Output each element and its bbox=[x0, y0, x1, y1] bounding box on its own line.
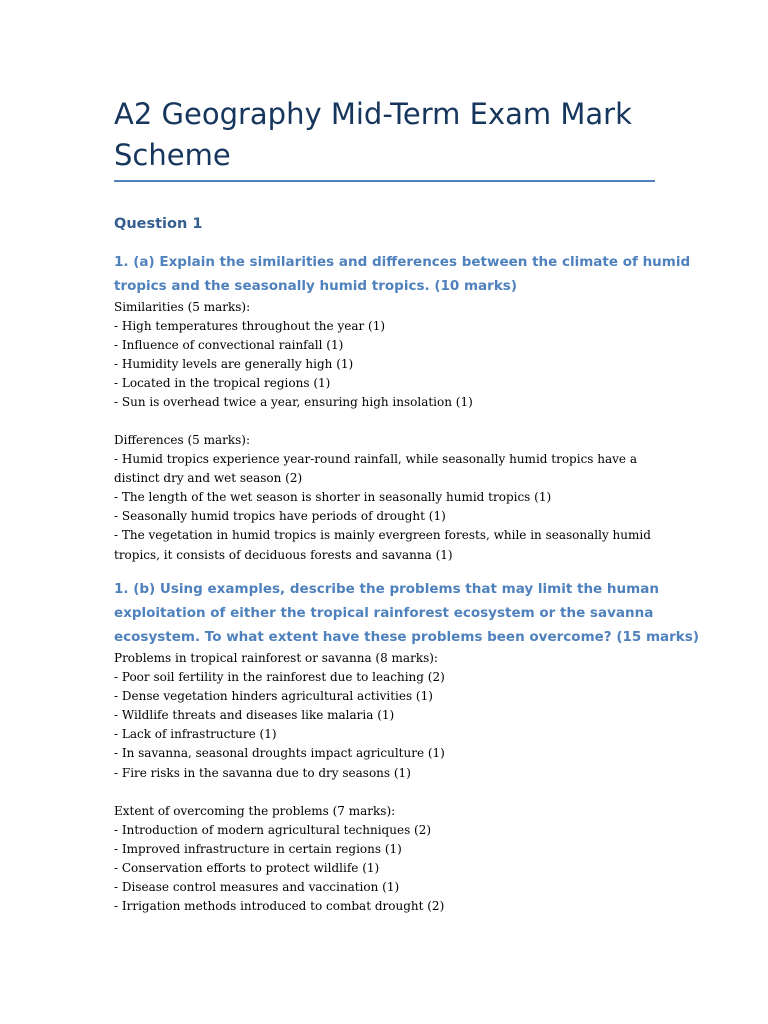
list-item: - Conservation efforts to protect wildlife (1) bbox=[114, 861, 380, 876]
list-item: - Located in the tropical regions (1) bbox=[114, 376, 331, 391]
overcoming-list bbox=[114, 802, 659, 917]
differences-list bbox=[114, 431, 659, 565]
list-item: - The length of the wet season is shorter in seasonally humid tropics (1) bbox=[114, 490, 552, 505]
list-item: - Disease control measures and vaccination (1) bbox=[114, 880, 400, 895]
overcoming-heading: Extent of overcoming the problems (7 marks): bbox=[114, 804, 396, 818]
part-b-prompt-line: ecosystem. To what extent have these problems been overcome? (15 marks) bbox=[114, 629, 699, 645]
problems-list bbox=[114, 649, 659, 783]
part-b-prompt-line: exploitation of either the tropical rainforest ecosystem or the savanna bbox=[114, 605, 654, 621]
document-title-text: A2 Geography Mid-Term Exam Mark Scheme bbox=[114, 97, 632, 172]
part-a-prompt-line: tropics and the seasonally humid tropics. (10 marks) bbox=[114, 278, 518, 294]
list-item: - Lack of infrastructure (1) bbox=[114, 727, 277, 742]
list-item: - Poor soil fertility in the rainforest due to leaching (2) bbox=[114, 670, 445, 685]
list-item: - Influence of convectional rainfall (1) bbox=[114, 338, 344, 353]
list-item: tropics, it consists of deciduous forests and savanna (1) bbox=[114, 547, 453, 562]
similarities-list bbox=[114, 298, 659, 413]
similarities-heading: Similarities (5 marks): bbox=[114, 300, 251, 314]
document-title bbox=[114, 94, 659, 176]
list-item: - Introduction of modern agricultural techniques (2) bbox=[114, 823, 432, 838]
part-a-prompt-line: 1. (a) Explain the similarities and differences between the climate of humid bbox=[114, 254, 691, 270]
list-item: - Wildlife threats and diseases like malaria (1) bbox=[114, 708, 395, 723]
list-item: - The vegetation in humid tropics is mainly evergreen forests, while in seasonally humid bbox=[114, 528, 651, 543]
list-item: - Sun is overhead twice a year, ensuring high insolation (1) bbox=[114, 395, 473, 410]
part-b-prompt-line: 1. (b) Using examples, describe the problems that may limit the human bbox=[114, 581, 659, 597]
list-item: - In savanna, seasonal droughts impact agriculture (1) bbox=[114, 746, 445, 761]
list-item: - High temperatures throughout the year (1) bbox=[114, 319, 386, 334]
list-item: - Dense vegetation hinders agricultural activities (1) bbox=[114, 689, 433, 704]
list-item: - Fire risks in the savanna due to dry seasons (1) bbox=[114, 765, 411, 780]
list-item: - Humidity levels are generally high (1) bbox=[114, 357, 354, 372]
title-underline bbox=[114, 180, 655, 182]
list-item: - Irrigation methods introduced to combat drought (2) bbox=[114, 899, 445, 914]
question-heading: Question 1 bbox=[114, 216, 203, 232]
list-item: - Seasonally humid tropics have periods of drought (1) bbox=[114, 509, 446, 524]
problems-heading: Problems in tropical rainforest or savanna (8 marks): bbox=[114, 651, 438, 665]
list-item: - Humid tropics experience year-round rainfall, while seasonally humid tropics have a bbox=[114, 452, 638, 467]
list-item: - Improved infrastructure in certain regions (1) bbox=[114, 842, 402, 857]
part-a-prompt bbox=[114, 250, 691, 298]
list-item: distinct dry and wet season (2) bbox=[114, 471, 303, 486]
differences-heading: Differences (5 marks): bbox=[114, 433, 251, 447]
part-b-prompt bbox=[114, 577, 699, 649]
